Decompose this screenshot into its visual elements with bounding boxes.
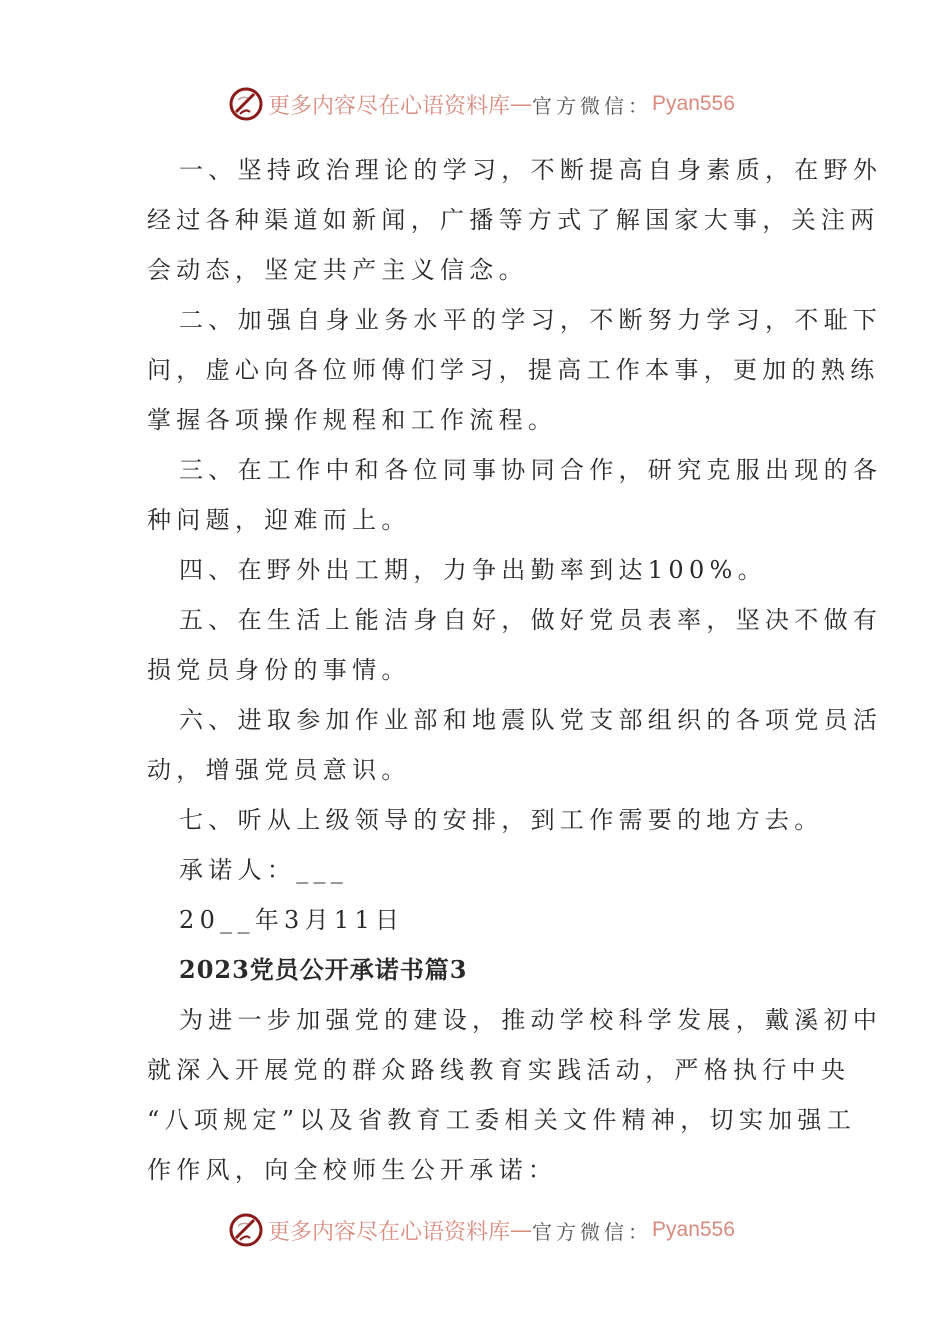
- quill-logo-icon: [228, 86, 264, 122]
- paragraph-line: 动，增强党员意识。: [147, 756, 411, 784]
- watermark-wechat-label: 官方微信：: [532, 93, 653, 118]
- watermark-dash: —: [510, 1217, 533, 1243]
- section-heading: 2023党员公开承诺书篇3: [179, 955, 468, 984]
- paragraph-line: 一、坚持政治理论的学习，不断提高自身素质，在野外: [179, 156, 883, 184]
- paragraph-line: 损党员身份的事情。: [147, 656, 411, 684]
- paragraph-line: 承诺人：___: [179, 856, 349, 884]
- paragraph-line: 为进一步加强党的建设，推动学校科学发展，戴溪初中: [179, 1006, 883, 1034]
- watermark-wechat-id: Pyan556: [652, 92, 735, 115]
- paragraph-line: 五、在生活上能洁身自好，做好党员表率，坚决不做有: [179, 606, 883, 634]
- paragraph-line: 二、加强自身业务水平的学习，不断努力学习，不耻下: [179, 306, 883, 334]
- watermark-wechat-id: Pyan556: [652, 1218, 735, 1241]
- paragraph-line: 三、在工作中和各位同事协同合作，研究克服出现的各: [179, 456, 883, 484]
- paragraph-line: 问，虚心向各位师傅们学习，提高工作本事，更加的熟练: [147, 356, 880, 384]
- paragraph-line: 四、在野外出工期，力争出勤率到达100%。: [179, 556, 767, 584]
- watermark-footer: [228, 1210, 735, 1250]
- watermark-main-text: 更多内容尽在心语资料库: [268, 1219, 511, 1245]
- paragraph-line: 就深入开展党的群众路线教育实践活动，严格执行中央: [147, 1056, 851, 1084]
- paragraph-line: 20__年3月11日: [179, 906, 405, 934]
- paragraph-line: “八项规定”以及省教育工委相关文件精神，切实加强工: [147, 1106, 857, 1134]
- paragraph-line: 掌握各项操作规程和工作流程。: [147, 406, 558, 434]
- paragraph-line: 六、进取参加作业部和地震队党支部组织的各项党员活: [179, 706, 883, 734]
- paragraph-line: 种问题，迎难而上。: [147, 506, 411, 534]
- watermark-wechat-label: 官方微信：: [532, 1219, 653, 1244]
- watermark-dash: —: [510, 91, 533, 117]
- watermark-header: [228, 84, 735, 124]
- watermark-main-text: 更多内容尽在心语资料库: [268, 93, 511, 119]
- quill-logo-icon: [228, 1212, 264, 1248]
- paragraph-line: 七、听从上级领导的安排，到工作需要的地方去。: [179, 806, 824, 834]
- paragraph-line: 作作风，向全校师生公开承诺：: [147, 1156, 558, 1184]
- paragraph-line: 会动态，坚定共产主义信念。: [147, 256, 528, 284]
- paragraph-line: 经过各种渠道如新闻，广播等方式了解国家大事，关注两: [147, 206, 880, 234]
